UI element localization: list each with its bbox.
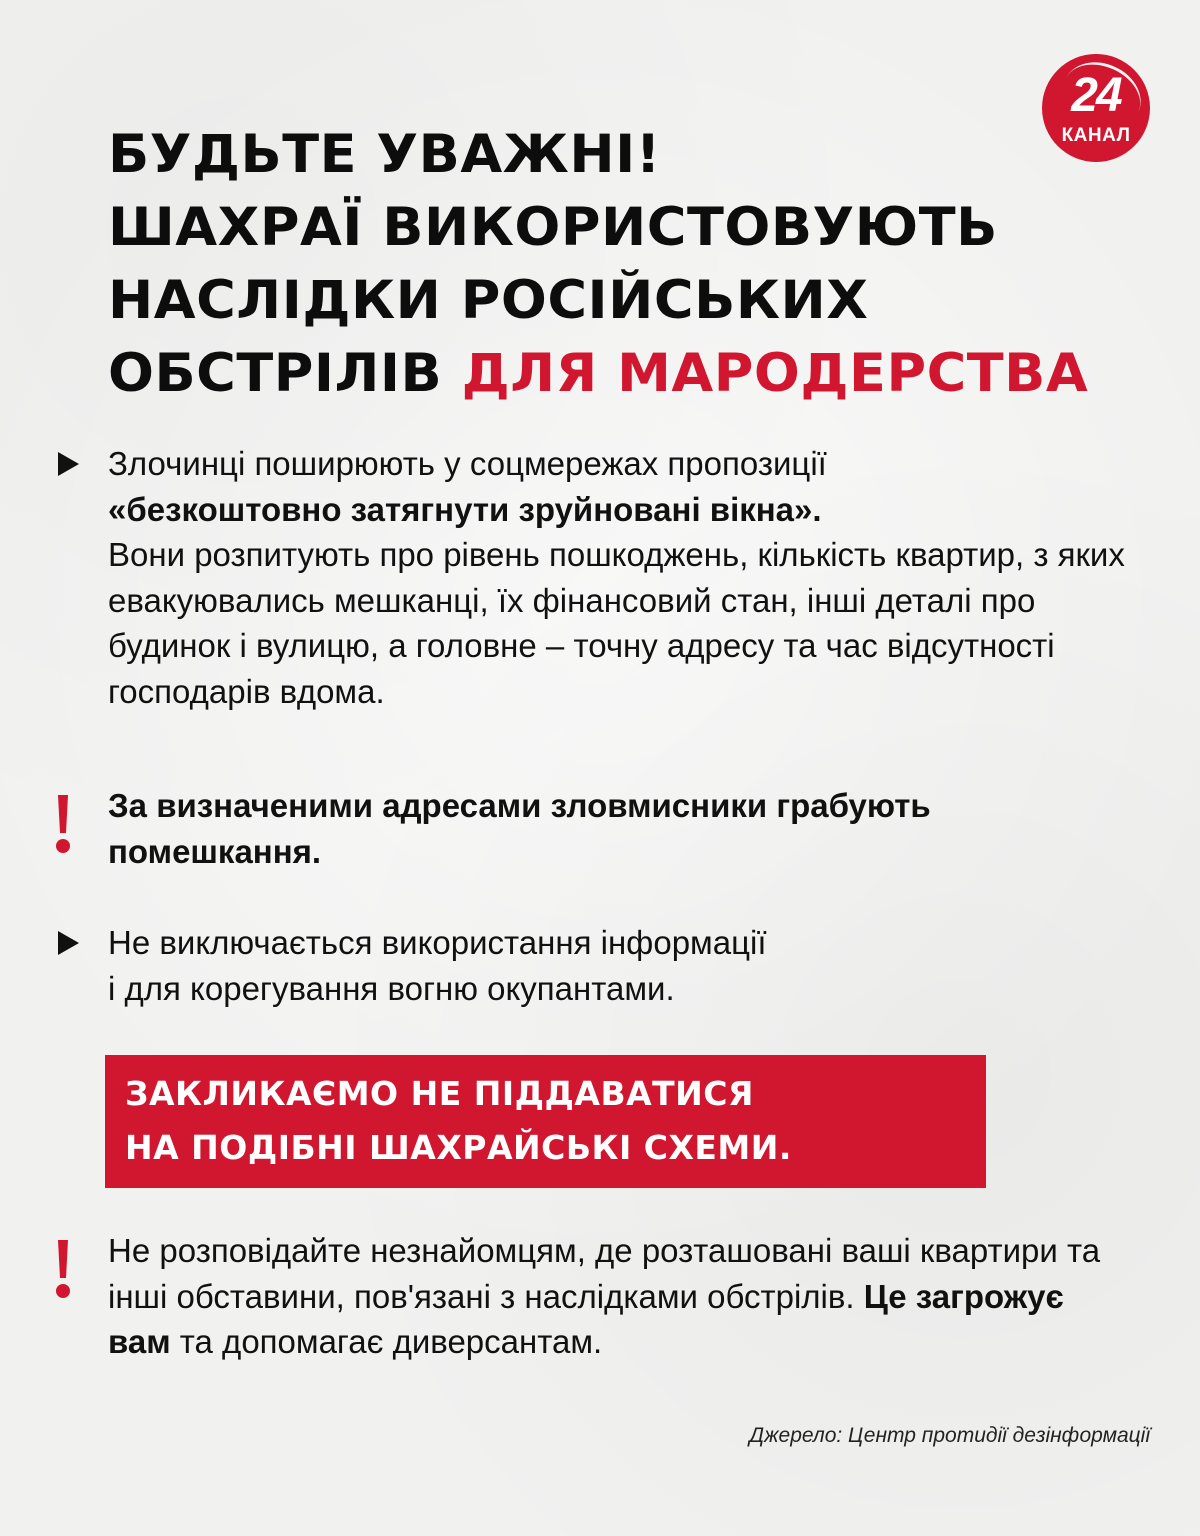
item-bold-text: Це загрожує вам — [108, 1277, 1064, 1360]
exclamation-icon — [56, 1240, 70, 1302]
list-item-text — [108, 920, 1148, 1011]
headline-accent: ДЛЯ МАРОДЕРСТВА — [461, 343, 1089, 404]
banner-line-1: ЗАКЛИКАЄМО НЕ ПІДДАВАТИСЯ — [125, 1074, 754, 1113]
source-caption: Джерело: Центр протидії дезінформації — [749, 1424, 1150, 1447]
list-item — [108, 441, 1148, 714]
exclamation-icon — [56, 795, 70, 857]
logo-number: 24 — [1071, 69, 1121, 122]
headline-line-3: НАСЛІДКИ РОСІЙСЬКИХ — [108, 270, 869, 331]
headline-plain: ОБСТРІЛІВ — [108, 343, 443, 404]
list-item-text — [108, 441, 1148, 714]
logo-text: КАНАЛ — [1061, 125, 1131, 146]
triangle-bullet-icon — [58, 931, 79, 955]
triangle-bullet-icon — [58, 452, 79, 476]
headline — [108, 118, 1087, 410]
headline-line-2: ШАХРАЇ ВИКОРИСТОВУЮТЬ — [108, 197, 998, 258]
list-item — [108, 783, 1148, 874]
item-text-part: Вони розпитують про рівень пошкоджень, кількість квартир, з яких евакуювались мешканці, їх фінансовий стан, інші деталі про будинок і вулицю, а головне – точну адресу та час відсутності господарів вдома. — [108, 536, 1125, 710]
banner-line-2: НА ПОДІБНІ ШАХРАЙСЬКІ СХЕМИ. — [125, 1128, 792, 1167]
item-bold-text: «безкоштовно затягнути зруйновані вікна». — [108, 490, 822, 528]
list-item — [108, 920, 1148, 1011]
list-item-text: За визначеними адресами зловмисники грабують помешкання. — [108, 787, 931, 870]
headline-line-1: БУДЬТЕ УВАЖНІ! — [108, 124, 661, 185]
list-item-text — [108, 1228, 1108, 1365]
item-text-line: і для корегування вогню окупантами. — [108, 969, 675, 1007]
item-text-line: Не виключається використання інформації — [108, 924, 767, 961]
call-to-action-banner — [105, 1055, 986, 1188]
item-text-part: Злочинці поширюють у соцмережах пропозиції — [108, 445, 827, 482]
item-text-part: Не розповідайте незнайомцям, де розташовані ваші квартири та інші обставини, пов'язані з наслідками обстрілів. — [108, 1232, 1101, 1315]
headline-line-4 — [108, 337, 1087, 410]
list-item — [108, 1228, 1148, 1365]
item-text-part: та допомагає диверсантам. — [179, 1323, 603, 1360]
